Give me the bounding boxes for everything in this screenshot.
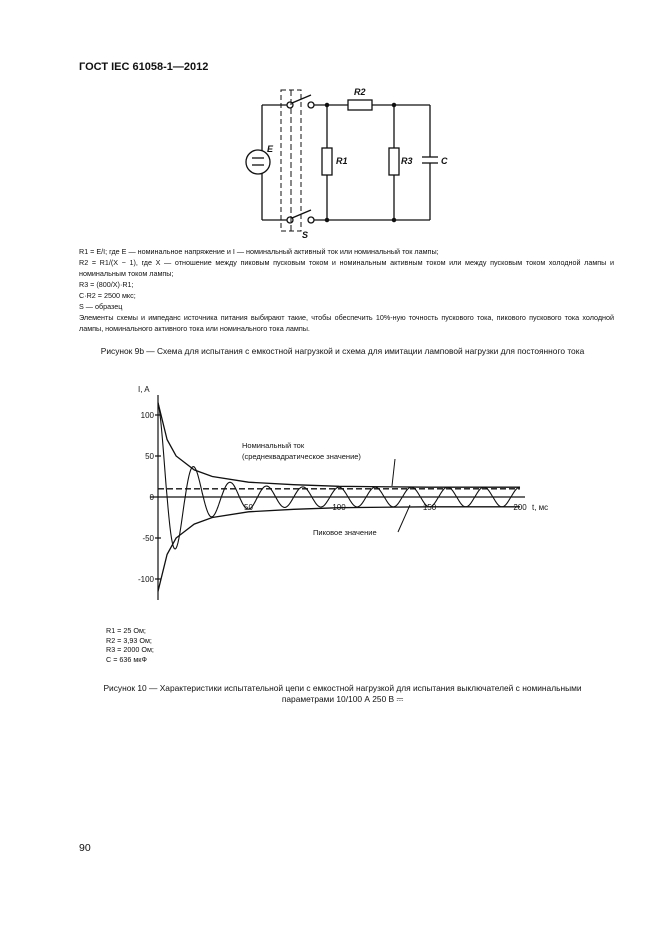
legend-line: S — образец: [79, 302, 123, 311]
y-tick-label: 50: [145, 452, 154, 461]
resistor-r1: [322, 148, 332, 175]
legend-line: Элементы схемы и импеданс источника питания выбирают такие, чтобы обеспечить 10%-ную точность пускового тока, пикового пускового тока холодной лампы, номинального активного тока или номинального тока лампы.: [79, 313, 614, 333]
y-tick-label: -50: [142, 534, 154, 543]
x-axis-label: t, мс: [532, 503, 549, 512]
y-tick-label: -100: [137, 575, 154, 584]
resistor-r3: [389, 148, 399, 175]
upper-envelope-line: [158, 403, 520, 488]
legend-line: C·R2 = 2500 мкс;: [79, 291, 136, 300]
y-tick-label: 100: [140, 411, 154, 420]
annotation-nominal-line2: (среднеквадратическое значение): [242, 452, 361, 461]
x-tick-label: 200: [513, 503, 527, 512]
legend-line: R3 = 2000 Ом;: [106, 645, 154, 654]
x-tick-label: 100: [332, 503, 346, 512]
legend-line: R1 = 25 Ом;: [106, 626, 146, 635]
legend-line: R3 = (800/X)·R1;: [79, 280, 134, 289]
annotation-peak: Пиковое значение: [313, 528, 377, 537]
x-tick-label: 50: [244, 503, 253, 512]
label-e: E: [267, 144, 274, 154]
label-r2: R2: [354, 87, 366, 97]
label-s: S: [302, 230, 309, 240]
legend-line: R2 = 3,93 Ом;: [106, 635, 152, 645]
label-r1: R1: [336, 156, 348, 166]
annotation-nominal-line1: Номинальный ток: [242, 441, 305, 450]
figure-9b-legend: [79, 246, 614, 334]
lower-envelope-line: [158, 507, 520, 592]
label-c: C: [441, 156, 448, 166]
y-tick-label: 0: [149, 493, 154, 502]
legend-line: R1 = E/I; где E — номинальное напряжение и I — номинальный активный ток или номинальный ток лампы;: [79, 247, 439, 256]
label-r3: R3: [401, 156, 413, 166]
figure-9b-caption: Рисунок 9b — Схема для испытания с емкостной нагрузкой и схема для имитации ламповой нагрузки для постоянного тока: [100, 346, 585, 356]
resistor-r2: [348, 100, 372, 110]
page-number: 90: [79, 842, 91, 854]
x-tick-label: 150: [422, 503, 437, 512]
y-axis-label: I, A: [138, 385, 150, 394]
legend-line: C = 636 мкФ: [106, 654, 147, 664]
legend-line: R2 = R1/(X − 1), где X — отношение между пиковым пусковым током и номинальным активным током или между пусковым током холодной лампы и номинальным током лампы;: [79, 258, 614, 278]
figure-10-legend: [106, 626, 154, 664]
chart-axes: [150, 395, 525, 600]
figure-10-caption: Рисунок 10 — Характеристики испытательной цепи с емкостной нагрузкой для испытания выключателей с номинальными параметрами 10/100 А 250 В ⎓: [103, 683, 582, 704]
document-header: ГОСТ IEC 61058-1—2012: [79, 61, 209, 73]
